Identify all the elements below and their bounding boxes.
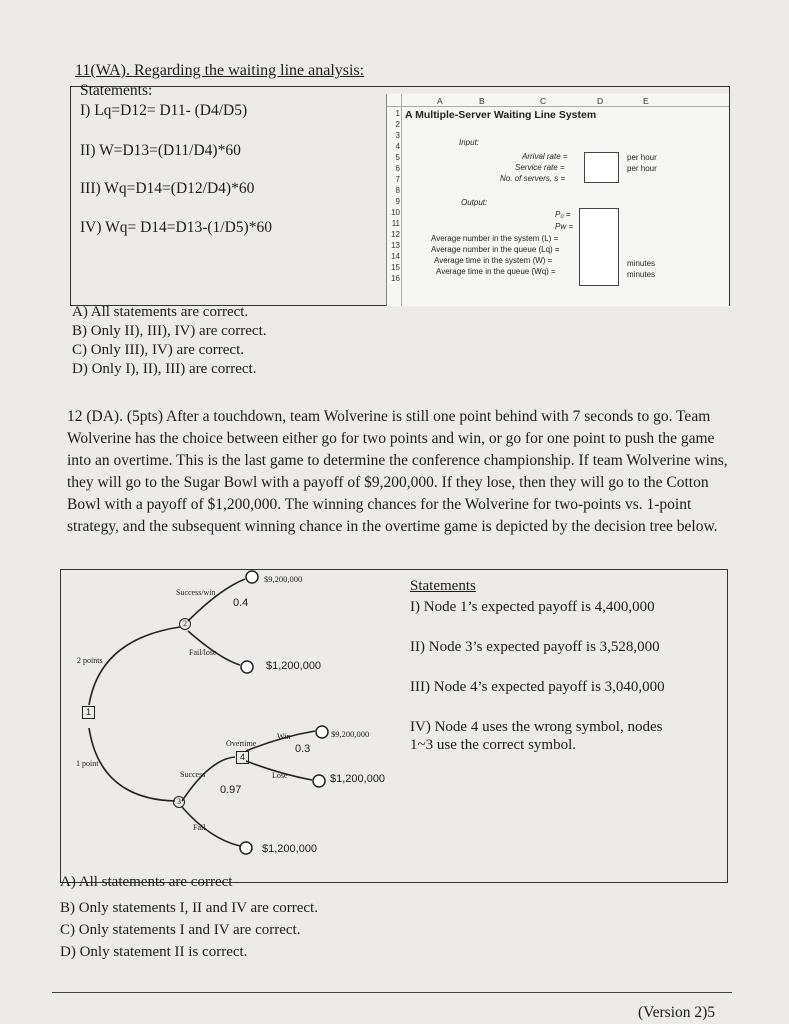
chance-node-2: 2 <box>179 618 191 630</box>
q11-answer-a[interactable]: A) All statements are correct. <box>72 304 249 320</box>
waiting-line-spreadsheet <box>386 94 729 306</box>
input-label: Input: <box>459 138 480 147</box>
q12-answer-a[interactable]: A) All statements are correct <box>60 874 233 890</box>
terminal-node <box>313 775 325 787</box>
label-1point: 1 point <box>76 759 99 768</box>
row-number: 5 <box>395 153 400 162</box>
row-number: 4 <box>395 142 400 151</box>
payoff-1200-c: $1,200,000 <box>262 843 318 855</box>
input-cells <box>584 152 619 183</box>
q12-statements-label: Statements <box>410 578 476 594</box>
label-overtime: Overtime <box>226 739 257 748</box>
row-number: 15 <box>391 263 400 272</box>
q12-answer-d[interactable]: D) Only statement II is correct. <box>60 944 248 960</box>
terminal-node <box>316 726 328 738</box>
footer-divider <box>52 992 732 993</box>
q12-statement-4-cont: 1~3 use the correct symbol. <box>410 737 576 753</box>
q11-statement-1: I) Lq=D12= D11- (D4/D5) <box>80 102 248 119</box>
q11-answer-b[interactable]: B) Only II), III), IV) are correct. <box>72 323 267 339</box>
q12-statement-4: IV) Node 4 uses the wrong symbol, nodes <box>410 719 663 735</box>
branch-fail <box>182 807 240 846</box>
decision-tree <box>60 569 400 881</box>
payoff-9200-mid: $9,200,000 <box>331 729 370 739</box>
row-number: 11 <box>391 219 400 228</box>
q11-statement-3: III) Wq=D14=(D12/D4)*60 <box>80 180 255 197</box>
q12-answer-b[interactable]: B) Only statements I, II and IV are correct. <box>60 900 318 916</box>
chance-node-3: 3 <box>173 796 185 808</box>
branch-1point <box>89 728 175 801</box>
row-number: 10 <box>391 208 400 217</box>
servers-label: No. of servers, s = <box>500 174 566 183</box>
row-number: 16 <box>391 274 400 283</box>
col-header: C <box>540 96 547 106</box>
label-lose: Lose <box>272 771 288 780</box>
q12-answer-c[interactable]: C) Only statements I and IV are correct. <box>60 922 301 938</box>
prob-win: 0.3 <box>295 743 311 755</box>
terminal-node <box>240 842 252 854</box>
col-header: B <box>479 96 485 106</box>
q11-statements-label: Statements: <box>80 82 153 99</box>
row-number: 13 <box>391 241 400 250</box>
q11-statement-4: IV) Wq= D14=D13-(1/D5)*60 <box>80 219 272 236</box>
q12-statement-2: II) Node 3’s expected payoff is 3,528,000 <box>410 639 660 655</box>
label-success-win: Success/win <box>176 588 216 597</box>
service-rate-label: Service rate = <box>515 163 565 172</box>
row-number: 14 <box>391 252 400 261</box>
q12-text: 12 (DA). (5pts) After a touchdown, team Wolverine is still one point behind with 7 seconds to go. Team Wolverine has the choice between either go for two points and win, or go for one point to push the game into an overtime. This is the last game to determine the conference championship. If team Wolverine wins, they will go to the Sugar Bowl with a payoff of $9,200,000. If they lose, then they will go to the Cotton Bowl with a payoff of $1,200,000. The winning chances for the Wolverine for two-points vs. 1-point strategy, and the subsequent winning chance in the overtime game is depicted by the decision tree below. <box>67 408 728 535</box>
col-header: E <box>643 96 649 106</box>
output-l-label: Average number in the system (L) = <box>431 234 559 243</box>
output-label: Output: <box>461 198 488 207</box>
q11-answer-d[interactable]: D) Only I), II), III) are correct. <box>72 361 257 377</box>
row-number: 6 <box>395 164 400 173</box>
decision-node-4: 4 <box>236 751 249 764</box>
row-number: 2 <box>395 120 400 129</box>
q11-statement-2: II) W=D13=(D11/D4)*60 <box>80 142 241 159</box>
unit-label: per hour <box>627 153 657 162</box>
terminal-node <box>241 661 253 673</box>
decision-node-1: 1 <box>82 706 95 719</box>
prob-success: 0.97 <box>220 784 242 796</box>
branch-2points <box>89 627 180 705</box>
arrival-rate-label: Arrival rate = <box>522 152 568 161</box>
pw-label: Pw = <box>555 222 574 231</box>
version-label: (Version 2)5 <box>638 1004 716 1021</box>
row-number: 1 <box>395 109 400 118</box>
q11-title: 11(WA). Regarding the waiting line analysis: <box>75 62 365 79</box>
output-w-label: Average time in the system (W) = <box>434 256 553 265</box>
col-header: A <box>437 96 443 106</box>
row-number: 8 <box>395 186 400 195</box>
output-lq-label: Average number in the queue (Lq) = <box>431 245 560 254</box>
unit-label: per hour <box>627 164 657 173</box>
row-number: 9 <box>395 197 400 206</box>
row-number: 3 <box>395 131 400 140</box>
col-header: D <box>597 96 604 106</box>
q12-statement-1: I) Node 1’s expected payoff is 4,400,000 <box>410 599 655 615</box>
row-number: 12 <box>391 230 400 239</box>
payoff-1200-a: $1,200,000 <box>266 660 322 672</box>
q12-statement-3: III) Node 4’s expected payoff is 3,040,000 <box>410 679 665 695</box>
payoff-9200-top: $9,200,000 <box>264 574 303 584</box>
label-fail-lose: Fail/lose <box>189 648 217 657</box>
row-number: 7 <box>395 175 400 184</box>
prob-success-win: 0.4 <box>233 597 249 609</box>
output-wq-label: Average time in the queue (Wq) = <box>436 267 556 276</box>
q11-answer-c[interactable]: C) Only III), IV) are correct. <box>72 342 244 358</box>
spreadsheet-title: A Multiple-Server Waiting Line System <box>405 109 597 121</box>
label-2points: 2 points <box>77 656 103 665</box>
unit-label: minutes <box>627 270 656 279</box>
unit-label: minutes <box>627 259 656 268</box>
label-win: Win <box>277 732 291 741</box>
p0-label: P₀ = <box>555 210 571 219</box>
terminal-node <box>246 571 258 583</box>
label-success: Success <box>180 770 206 779</box>
output-cells <box>579 208 619 286</box>
label-fail: Fail <box>193 823 206 832</box>
payoff-1200-b: $1,200,000 <box>330 773 386 785</box>
